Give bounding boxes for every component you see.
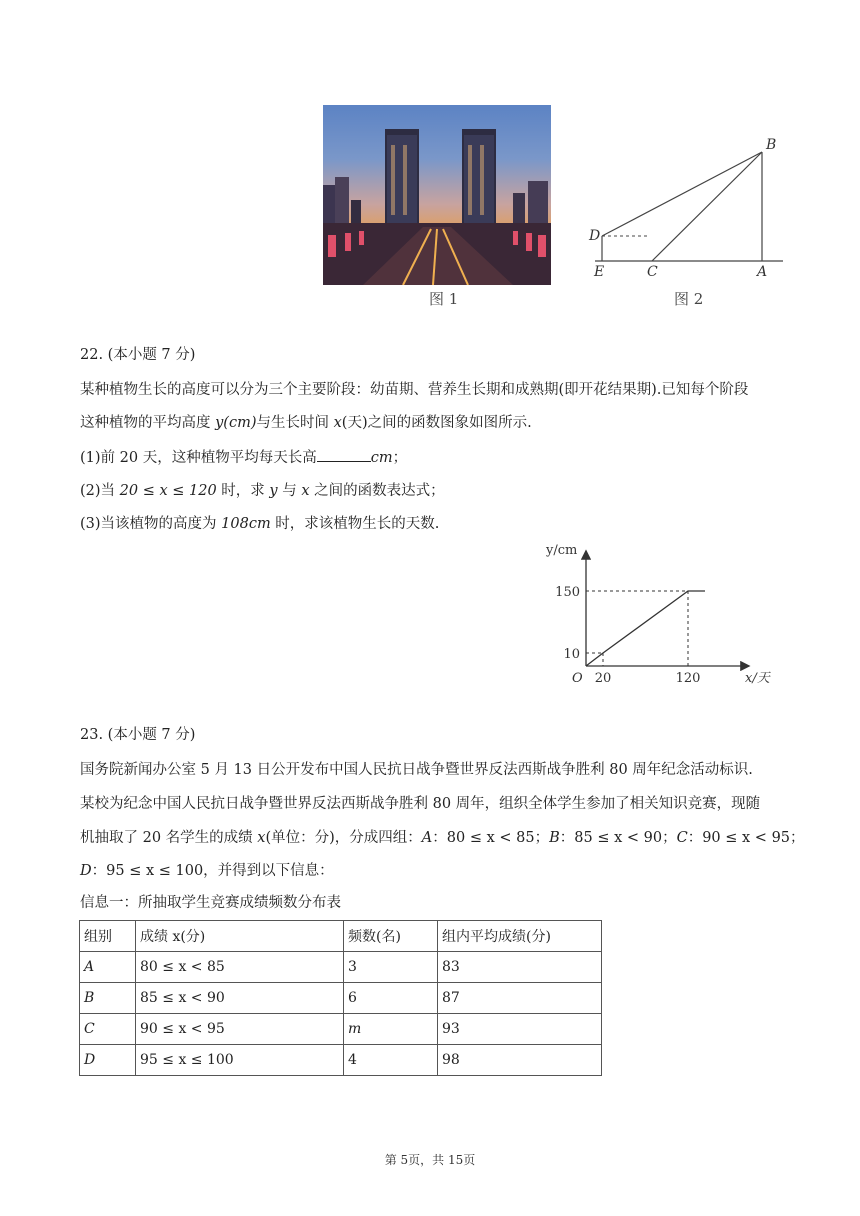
label-A: A: [757, 264, 768, 280]
table-cell: 80 ≤ x < 85: [136, 952, 344, 983]
table-cell: 3: [344, 952, 438, 983]
table-cell: A: [80, 952, 136, 983]
table-row: [80, 952, 602, 983]
table-header: 成绩 x(分): [136, 921, 344, 952]
y-tick-label: 10: [563, 647, 580, 662]
y-tick-label: 150: [555, 585, 580, 600]
table-cell: 90 ≤ x < 95: [136, 1014, 344, 1045]
table-row: [80, 1045, 602, 1076]
q22-part2: (2)当 20 ≤ x ≤ 120 时，求 y 与 x 之间的函数表达式；: [80, 483, 445, 499]
q23-line3: 机抽取了 20 名学生的成绩 x(单位：分)，分成四组：A：80 ≤ x < 85；B：85 ≤ x < 90；C：90 ≤ x < 95；: [80, 830, 805, 846]
table-cell: C: [80, 1014, 136, 1045]
x-tick-label: 20: [594, 671, 612, 686]
table-cell: 87: [438, 983, 602, 1014]
origin-label: O: [572, 671, 583, 686]
q22-heading: 22. (本小题 7 分): [80, 347, 196, 363]
table-cell: 6: [344, 983, 438, 1014]
table-cell: 93: [438, 1014, 602, 1045]
table-row: [80, 1014, 602, 1045]
table-cell: m: [344, 1014, 438, 1045]
q23-heading: 23. (本小题 7 分): [80, 727, 196, 743]
table-header: 组内平均成绩(分): [438, 921, 602, 952]
page-footer: 第 5页，共 15页: [384, 1153, 476, 1167]
table-header: 组别: [80, 921, 136, 952]
y-axis-label: y/cm: [546, 543, 578, 558]
label-B: B: [766, 137, 777, 153]
label-E: E: [594, 264, 605, 280]
table-cell: 4: [344, 1045, 438, 1076]
figure-2-caption: 图 2: [674, 290, 704, 308]
x-axis-label: x/天: [745, 671, 770, 686]
growth-line: [586, 591, 705, 666]
answer-blank: [317, 447, 371, 462]
q22-line1: 某种植物生长的高度可以分为三个主要阶段：幼苗期、营养生长期和成熟期(即开花结果期).已知每个阶段: [80, 382, 749, 398]
geometry-figure-2: [585, 132, 790, 280]
table-cell: B: [80, 983, 136, 1014]
q23-line1: 国务院新闻办公室 5 月 13 日公开发布中国人民抗日战争暨世界反法西斯战争胜利 80 周年纪念活动标识.: [80, 762, 753, 778]
figure-1-caption: 图 1: [429, 290, 459, 308]
q23-line4: D：95 ≤ x ≤ 100，并得到以下信息：: [80, 863, 334, 879]
q23-info1: 信息一：所抽取学生竞赛成绩频数分布表: [80, 895, 341, 911]
label-D: D: [589, 228, 601, 244]
growth-function-graph: [540, 538, 790, 693]
table-cell: 85 ≤ x < 90: [136, 983, 344, 1014]
table-cell: 83: [438, 952, 602, 983]
frequency-table: [79, 920, 602, 1076]
x-tick-label: 120: [675, 671, 701, 686]
table-row: [80, 983, 602, 1014]
city-towers-photo: [323, 105, 551, 285]
segment-CB: [652, 152, 762, 261]
segment-DB: [602, 152, 762, 236]
table-header-row: [80, 921, 602, 952]
q22-line2: 这种植物的平均高度 y(cm)与生长时间 x(天)之间的函数图象如图所示.: [80, 415, 532, 431]
table-header: 频数(名): [344, 921, 438, 952]
table-cell: D: [80, 1045, 136, 1076]
table-cell: 95 ≤ x ≤ 100: [136, 1045, 344, 1076]
q23-line2: 某校为纪念中国人民抗日战争暨世界反法西斯战争胜利 80 周年，组织全体学生参加了相关知识竞赛，现随: [80, 796, 761, 812]
q22-part3: (3)当该植物的高度为 108cm 时，求该植物生长的天数.: [80, 516, 440, 532]
label-C: C: [647, 264, 658, 280]
q22-part1: (1)前 20 天，这种植物平均每天长高 cm；: [80, 447, 407, 468]
table-cell: 98: [438, 1045, 602, 1076]
